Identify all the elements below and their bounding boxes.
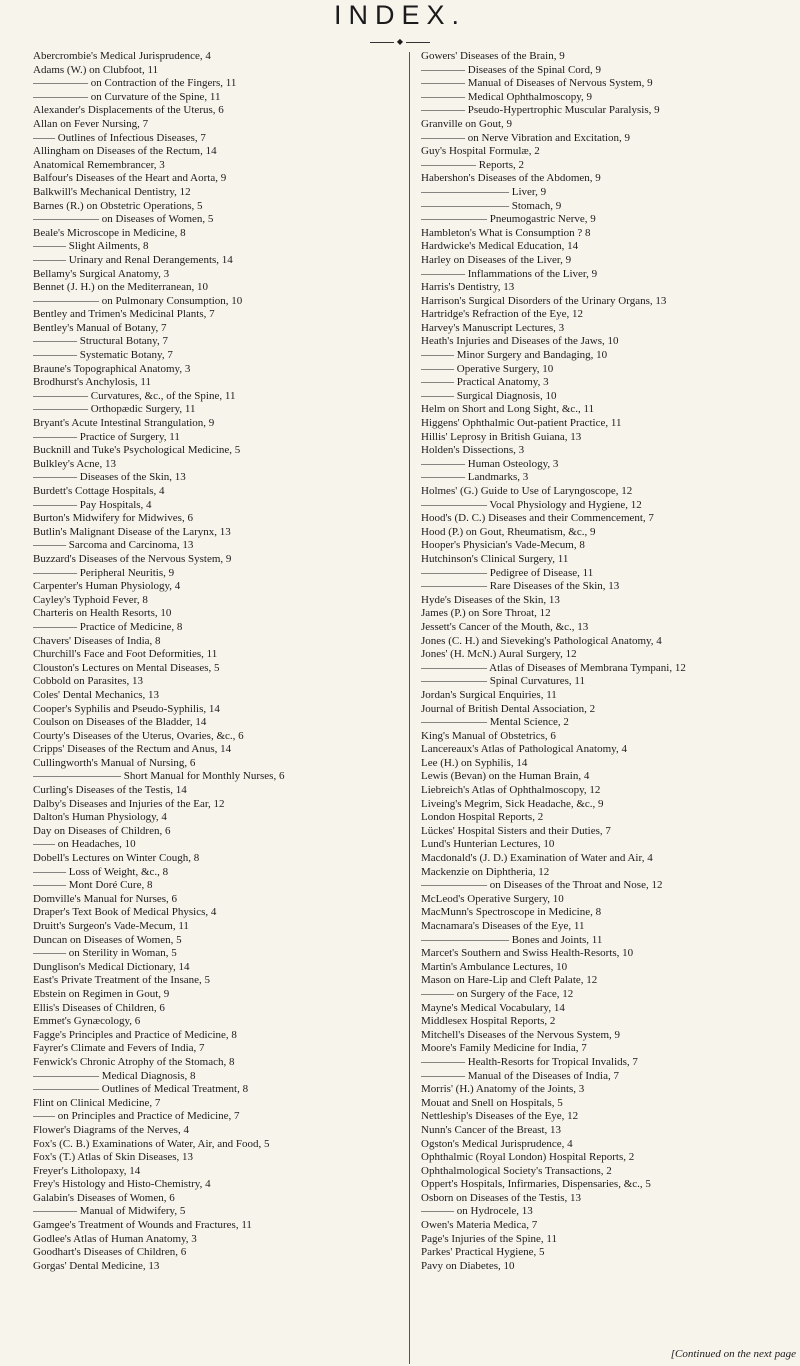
index-entry: Fox's (T.) Atlas of Skin Diseases, 13: [33, 1151, 194, 1164]
index-entry: Liebreich's Atlas of Ophthalmoscopy, 12: [421, 784, 601, 797]
index-entry: —————— Spinal Curvatures, 11: [421, 675, 585, 688]
index-entry: ——— on Hydrocele, 13: [421, 1205, 533, 1218]
index-entry: Bentley and Trimen's Medicinal Plants, 7: [33, 308, 215, 321]
index-entry: Godlee's Atlas of Human Anatomy, 3: [33, 1232, 197, 1245]
index-entry: Jessett's Cancer of the Mouth, &c., 13: [421, 620, 589, 633]
diamond-icon: ◆: [396, 37, 404, 46]
index-entry: McLeod's Operative Surgery, 10: [421, 892, 564, 905]
index-entry: Jones' (H. McN.) Aural Surgery, 12: [421, 648, 577, 661]
index-entry: Flower's Diagrams of the Nerves, 4: [33, 1123, 189, 1136]
page-title: INDEX.: [333, 0, 467, 30]
index-entry: Dalton's Human Physiology, 4: [33, 811, 167, 824]
index-entry: ———— Practice of Surgery, 11: [33, 430, 180, 443]
index-entry: Cooper's Syphilis and Pseudo-Syphilis, 14: [33, 702, 220, 715]
index-entry: Macdonald's (J. D.) Examination of Water and Air, 4: [421, 852, 653, 865]
index-entry: Middlesex Hospital Reports, 2: [421, 1015, 556, 1028]
index-entry: ————— Reports, 2: [421, 158, 524, 171]
index-entry: ———— Landmarks, 3: [421, 471, 529, 484]
index-entry: ———— Manual of Midwifery, 5: [33, 1205, 186, 1218]
index-entry: James (P.) on Sore Throat, 12: [421, 607, 551, 620]
index-column-left: [33, 50, 405, 1362]
index-entry: Goodhart's Diseases of Children, 6: [33, 1246, 187, 1259]
index-entry: ———— Medical Ophthalmoscopy, 9: [421, 90, 592, 103]
index-entry: —— Outlines of Infectious Diseases, 7: [33, 131, 206, 144]
index-entry: Jordan's Surgical Enquiries, 11: [421, 688, 557, 701]
index-entry: Barnes (R.) on Obstetric Operations, 5: [33, 199, 203, 212]
index-entry: ——— Slight Ailments, 8: [33, 240, 149, 253]
index-entry: Ellis's Diseases of Children, 6: [33, 1001, 165, 1014]
index-entry: ——— Loss of Weight, &c., 8: [33, 865, 169, 878]
index-entry: Hardwicke's Medical Education, 14: [421, 240, 579, 253]
index-entry: Anatomical Remembrancer, 3: [33, 158, 165, 171]
index-entry: Nunn's Cancer of the Breast, 13: [421, 1123, 562, 1136]
index-entry: Butlin's Malignant Disease of the Larynx, 13: [33, 525, 231, 538]
index-entry: Ogston's Medical Jurisprudence, 4: [421, 1137, 573, 1150]
index-entry: —————— Pedigree of Disease, 11: [421, 566, 594, 579]
index-entry: Harris's Dentistry, 13: [421, 281, 515, 294]
index-entry: ———— Human Osteology, 3: [421, 457, 559, 470]
index-entry: Moore's Family Medicine for India, 7: [421, 1042, 587, 1055]
index-entry: Gorgas' Dental Medicine, 13: [33, 1259, 160, 1272]
index-entry: Osborn on Diseases of the Testis, 13: [421, 1191, 582, 1204]
index-entry: Macnamara's Diseases of the Eye, 11: [421, 920, 585, 932]
index-entry: ———— Structural Botany, 7: [33, 335, 168, 348]
index-entry: ————— Orthopædic Surgery, 11: [33, 403, 196, 416]
index-entry: ——— on Surgery of the Face, 12: [421, 987, 574, 1000]
index-entry: Owen's Materia Medica, 7: [421, 1219, 538, 1232]
index-entry: ————— on Contraction of the Fingers, 11: [33, 77, 237, 90]
index-entry: ———— Manual of Diseases of Nervous System, 9: [421, 77, 653, 90]
index-entry: Martin's Ambulance Lectures, 10: [421, 960, 568, 973]
index-entry: ———————— Bones and Joints, 11: [421, 933, 603, 946]
index-entry: Brodhurst's Anchylosis, 11: [33, 376, 151, 389]
index-entry: Ophthalmological Society's Transactions, 2: [421, 1164, 612, 1177]
index-entry: Harley on Diseases of the Liver, 9: [421, 253, 572, 266]
index-entry: Hutchinson's Clinical Surgery, 11: [421, 552, 569, 565]
index-entry: Fayrer's Climate and Fevers of India, 7: [33, 1042, 205, 1055]
index-entry: Fagge's Principles and Practice of Medicine, 8: [33, 1028, 237, 1041]
index-entry: Dobell's Lectures on Winter Cough, 8: [33, 852, 200, 865]
index-entry: Coles' Dental Mechanics, 13: [33, 688, 160, 701]
index-entry: Burdett's Cottage Hospitals, 4: [33, 485, 165, 497]
index-entry: —— on Principles and Practice of Medicine, 7: [33, 1110, 240, 1123]
index-entry: Mayne's Medical Vocabulary, 14: [421, 1001, 565, 1014]
index-entry: Hooper's Physician's Vade-Mecum, 8: [421, 539, 585, 552]
index-entry: Hood (P.) on Gout, Rheumatism, &c., 9: [421, 525, 596, 538]
index-entry: Lewis (Bevan) on the Human Brain, 4: [421, 770, 590, 783]
index-entry: ———————— Stomach, 9: [421, 199, 562, 212]
index-entry: —————— Atlas of Diseases of Membrana Tympani, 12: [421, 661, 686, 674]
index-entry: ———— Diseases of the Spinal Cord, 9: [421, 63, 601, 76]
index-entry: Draper's Text Book of Medical Physics, 4: [33, 906, 217, 919]
index-entry: Heath's Injuries and Diseases of the Jaws, 10: [421, 335, 619, 348]
index-entry: ———— Peripheral Neuritis, 9: [33, 566, 175, 579]
index-entry: Ebstein on Regimen in Gout, 9: [33, 987, 170, 1000]
index-entry: Balkwill's Mechanical Dentistry, 12: [33, 185, 191, 198]
index-entry: Morris' (H.) Anatomy of the Joints, 3: [421, 1083, 585, 1096]
index-entry: Cullingworth's Manual of Nursing, 6: [33, 756, 196, 769]
index-entry: Domville's Manual for Nurses, 6: [33, 892, 178, 905]
index-entry: —————— on Diseases of the Throat and Nose, 12: [421, 879, 663, 892]
index-entry: Dalby's Diseases and Injuries of the Ear, 12: [33, 797, 225, 810]
index-entry: ———— Diseases of the Skin, 13: [33, 471, 186, 484]
index-entry: Lancereaux's Atlas of Pathological Anatomy, 4: [421, 743, 627, 756]
index-entry: Pavy on Diabetes, 10: [421, 1259, 515, 1272]
index-entry: Cayley's Typhoid Fever, 8: [33, 593, 148, 606]
index-entry: Hood's (D. C.) Diseases and their Commencement, 7: [421, 512, 654, 525]
index-entry: MacMunn's Spectroscope in Medicine, 8: [421, 906, 602, 919]
index-entry: Holmes' (G.) Guide to Use of Laryngoscope, 12: [421, 485, 633, 497]
index-entry: Braune's Topographical Anatomy, 3: [33, 362, 191, 375]
index-entry: Hambleton's What is Consumption ? 8: [421, 226, 591, 239]
index-entry: Hartridge's Refraction of the Eye, 12: [421, 308, 584, 321]
index-entry: Jones (C. H.) and Sieveking's Pathological Anatomy, 4: [421, 634, 662, 647]
index-entry: Granville on Gout, 9: [421, 117, 513, 130]
index-entry: Lund's Hunterian Lectures, 10: [421, 838, 555, 851]
index-entry: Druitt's Surgeon's Vade-Mecum, 11: [33, 920, 189, 932]
index-entry: Mason on Hare-Lip and Cleft Palate, 12: [421, 974, 598, 987]
ornament-rule-right: [406, 42, 430, 43]
index-entry: ———————— Short Manual for Monthly Nurses, 6: [33, 770, 285, 783]
index-entry: Churchill's Face and Foot Deformities, 11: [33, 648, 218, 661]
index-entry: Allan on Fever Nursing, 7: [33, 117, 149, 130]
index-entry: Adams (W.) on Clubfoot, 11: [33, 63, 159, 76]
index-entry: ———— Practice of Medicine, 8: [33, 620, 183, 633]
index-entry: Oppert's Hospitals, Infirmaries, Dispensaries, &c., 5: [421, 1178, 651, 1191]
index-entry: London Hospital Reports, 2: [421, 811, 544, 824]
index-entry: Marcet's Southern and Swiss Health-Resorts, 10: [421, 947, 634, 960]
title-ornament: [365, 37, 435, 47]
index-entry: —— on Headaches, 10: [33, 838, 136, 851]
index-entry: ———— Inflammations of the Liver, 9: [421, 267, 598, 280]
index-entry: Bucknill and Tuke's Psychological Medicine, 5: [33, 444, 241, 457]
index-entry: Helm on Short and Long Sight, &c., 11: [421, 403, 595, 416]
index-entry: —————— on Pulmonary Consumption, 10: [33, 294, 243, 307]
index-entry: Page's Injuries of the Spine, 11: [421, 1232, 557, 1245]
index-entry: ——— Surgical Diagnosis, 10: [421, 389, 557, 402]
column-divider: [409, 52, 410, 1364]
index-entry: Bulkley's Acne, 13: [33, 457, 116, 470]
index-entry: Guy's Hospital Formulæ, 2: [421, 145, 540, 158]
index-entry: Bennet (J. H.) on the Mediterranean, 10: [33, 281, 209, 294]
index-entry: ————— on Curvature of the Spine, 11: [33, 90, 221, 103]
index-entry: —————— Outlines of Medical Treatment, 8: [33, 1083, 249, 1096]
index-entry: ———— on Nerve Vibration and Excitation, 9: [421, 131, 631, 144]
index-entry: Duncan on Diseases of Women, 5: [33, 933, 182, 946]
index-entry: Bellamy's Surgical Anatomy, 3: [33, 267, 170, 280]
index-entry: Hillis' Leprosy in British Guiana, 13: [421, 430, 582, 443]
index-entry: Lee (H.) on Syphilis, 14: [421, 756, 528, 769]
index-entry: Harvey's Manuscript Lectures, 3: [421, 321, 565, 334]
index-entry: Day on Diseases of Children, 6: [33, 824, 171, 837]
index-entry: Dunglison's Medical Dictionary, 14: [33, 960, 190, 973]
index-entry: ——— Urinary and Renal Derangements, 14: [33, 253, 233, 266]
index-entry: Beale's Microscope in Medicine, 8: [33, 226, 186, 239]
index-entry: Galabin's Diseases of Women, 6: [33, 1191, 175, 1204]
index-entry: ——— on Sterility in Woman, 5: [33, 947, 177, 960]
index-entry: Liveing's Megrim, Sick Headache, &c., 9: [421, 797, 604, 810]
index-entry: —————— Mental Science, 2: [421, 716, 569, 729]
index-entry: Hyde's Diseases of the Skin, 13: [421, 593, 560, 606]
index-entry: Freyer's Litholopaxy, 14: [33, 1164, 141, 1177]
index-entry: Fenwick's Chronic Atrophy of the Stomach, 8: [33, 1055, 235, 1068]
index-entry: ——— Mont Doré Cure, 8: [33, 879, 153, 892]
index-entry: East's Private Treatment of the Insane, 5: [33, 974, 211, 987]
index-entry: ———— Systematic Botany, 7: [33, 349, 173, 362]
index-entry: Carpenter's Human Physiology, 4: [33, 580, 181, 593]
index-entry: Harrison's Surgical Disorders of the Urinary Organs, 13: [421, 294, 667, 307]
index-entry: ——— Sarcoma and Carcinoma, 13: [33, 539, 194, 552]
index-entry: Flint on Clinical Medicine, 7: [33, 1096, 161, 1109]
index-entry: Holden's Dissections, 3: [421, 444, 525, 457]
index-entry: Balfour's Diseases of the Heart and Aorta, 9: [33, 172, 227, 185]
index-entry: ———— Health-Resorts for Tropical Invalids, 7: [421, 1055, 638, 1068]
index-entry: —————— Medical Diagnosis, 8: [33, 1069, 196, 1082]
index-entry: —————— Rare Diseases of the Skin, 13: [421, 580, 620, 593]
index-entry: Fox's (C. B.) Examinations of Water, Air, and Food, 5: [33, 1137, 270, 1150]
index-entry: Nettleship's Diseases of the Eye, 12: [421, 1110, 579, 1123]
index-entry: ———— Pay Hospitals, 4: [33, 498, 152, 511]
ornament-rule-left: [370, 42, 394, 43]
index-entry: Parkes' Practical Hygiene, 5: [421, 1246, 545, 1259]
index-entry: —————— Vocal Physiology and Hygiene, 12: [421, 498, 642, 511]
index-entry: Higgens' Ophthalmic Out-patient Practice, 11: [421, 417, 622, 430]
index-entry: Mitchell's Diseases of the Nervous System, 9: [421, 1028, 621, 1041]
index-entry: ————— Curvatures, &c., of the Spine, 11: [33, 389, 236, 402]
index-entry: Bentley's Manual of Botany, 7: [33, 321, 167, 334]
index-entry: Charteris on Health Resorts, 10: [33, 607, 172, 620]
index-entry: Emmet's Gynæcology, 6: [33, 1015, 141, 1028]
index-entry: —————— Pneumogastric Nerve, 9: [421, 213, 596, 226]
index-entry: Mackenzie on Diphtheria, 12: [421, 865, 550, 878]
index-entry: Chavers' Diseases of India, 8: [33, 634, 161, 647]
index-entry: Courty's Diseases of the Uterus, Ovaries, &c., 6: [33, 729, 244, 742]
index-column-right: [421, 50, 798, 1362]
continued-note: [Continued on the next page: [670, 1348, 796, 1360]
index-entry: Ophthalmic (Royal London) Hospital Reports, 2: [421, 1151, 635, 1164]
index-entry: Allingham on Diseases of the Rectum, 14: [33, 145, 217, 158]
index-entry: Frey's Histology and Histo-Chemistry, 4: [33, 1178, 211, 1191]
index-entry: Cripps' Diseases of the Rectum and Anus, 14: [33, 743, 232, 756]
index-entry: Buzzard's Diseases of the Nervous System, 9: [33, 552, 232, 565]
index-entry: Journal of British Dental Association, 2: [421, 702, 596, 715]
index-entry: Burton's Midwifery for Midwives, 6: [33, 512, 193, 525]
index-entry: Mouat and Snell on Hospitals, 5: [421, 1096, 563, 1109]
index-entry: Clouston's Lectures on Mental Diseases, 5: [33, 661, 220, 674]
index-entry: Gowers' Diseases of the Brain, 9: [421, 50, 565, 62]
index-entry: Habershon's Diseases of the Abdomen, 9: [421, 172, 601, 185]
index-entry: Lückes' Hospital Sisters and their Duties, 7: [421, 824, 611, 837]
index-entry: Gamgee's Treatment of Wounds and Fractures, 11: [33, 1219, 252, 1232]
index-entry: —————— on Diseases of Women, 5: [33, 213, 214, 226]
index-entry: Abercrombie's Medical Jurisprudence, 4: [33, 50, 211, 62]
index-entry: Curling's Diseases of the Testis, 14: [33, 784, 187, 797]
index-entry: Alexander's Displacements of the Uterus, 6: [33, 104, 224, 117]
index-entry: ——— Operative Surgery, 10: [421, 362, 554, 375]
index-entry: ———— Manual of the Diseases of India, 7: [421, 1069, 619, 1082]
index-entry: Cobbold on Parasites, 13: [33, 675, 143, 688]
index-entry: ——— Minor Surgery and Bandaging, 10: [421, 349, 608, 362]
index-entry: ——— Practical Anatomy, 3: [421, 376, 549, 389]
index-entry: King's Manual of Obstetrics, 6: [421, 729, 556, 742]
index-entry: ———————— Liver, 9: [421, 185, 547, 198]
index-entry: Coulson on Diseases of the Bladder, 14: [33, 716, 207, 729]
index-entry: Bryant's Acute Intestinal Strangulation, 9: [33, 417, 215, 430]
index-entry: ———— Pseudo-Hypertrophic Muscular Paralysis, 9: [421, 104, 660, 117]
